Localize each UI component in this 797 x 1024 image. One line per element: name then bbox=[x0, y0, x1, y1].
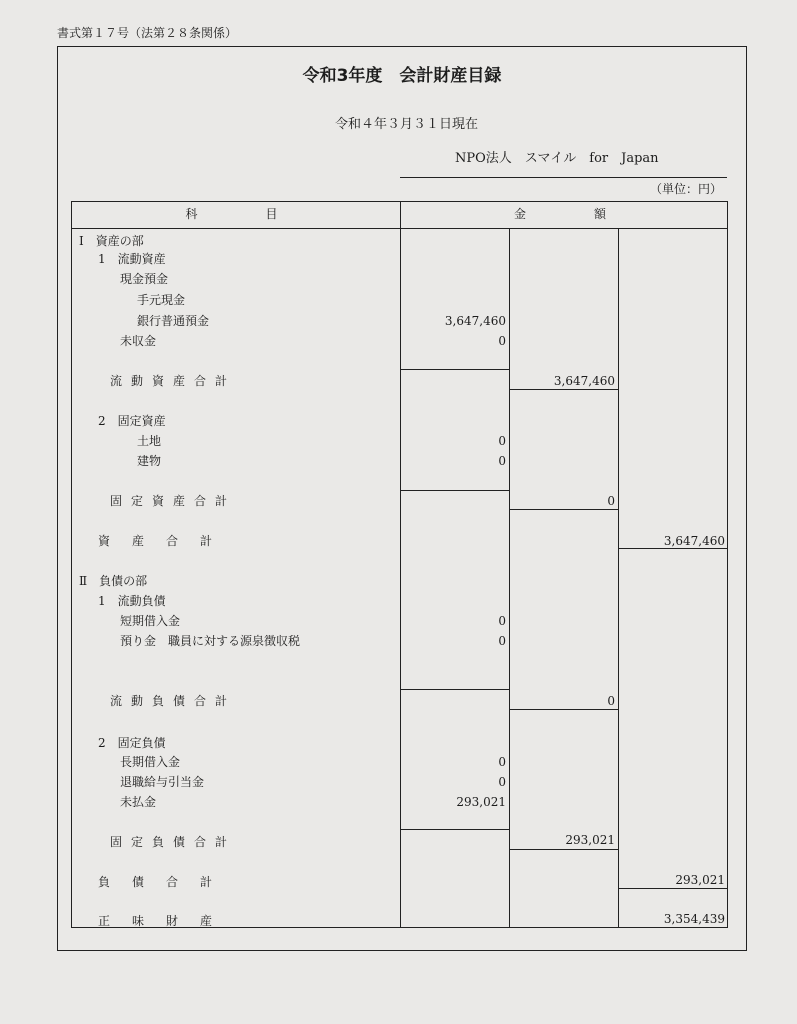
fixed-liabilities-total-label: 固定負債合計 bbox=[110, 835, 237, 849]
liabilities-total-value: 293,021 bbox=[675, 873, 725, 887]
long-loan-value: 0 bbox=[498, 755, 506, 769]
form-number: 書式第１７号（法第２８条関係） bbox=[57, 26, 238, 40]
rule-col1-b bbox=[400, 490, 509, 491]
land-value: 0 bbox=[498, 434, 506, 448]
rule-col3-a bbox=[618, 548, 728, 549]
liabilities-total-label: 負債合計 bbox=[98, 875, 235, 889]
building-value: 0 bbox=[498, 454, 506, 468]
fixed-liabilities-total-value: 293,021 bbox=[565, 833, 615, 847]
assets-total-label: 資産合計 bbox=[98, 534, 235, 548]
current-liabilities-label: 1 流動負債 bbox=[98, 594, 166, 608]
header-kingaku: 金 額 bbox=[513, 207, 614, 221]
receivable-label: 未収金 bbox=[120, 334, 157, 348]
current-assets-total-value: 3,647,460 bbox=[553, 374, 615, 388]
fixed-assets-total-label: 固定資産合計 bbox=[110, 494, 237, 508]
rule-col1-d bbox=[400, 829, 509, 830]
current-assets-total-label: 流動資産合計 bbox=[110, 374, 237, 388]
fixed-assets-total-value: 0 bbox=[607, 494, 615, 508]
current-assets-label: 1 流動資産 bbox=[98, 252, 166, 266]
short-loan-value: 0 bbox=[498, 614, 506, 628]
divider-kamoku bbox=[400, 201, 401, 928]
rule-col3-b bbox=[618, 888, 728, 889]
liabilities-section-label: Ⅱ 負債の部 bbox=[79, 574, 148, 588]
assets-section-label: Ⅰ 資産の部 bbox=[79, 234, 144, 248]
report-date: 令和４年３月３１日現在 bbox=[335, 117, 479, 132]
document-title: 令和3年度 会計財産目録 bbox=[302, 66, 502, 86]
current-liabilities-total-label: 流動負債合計 bbox=[110, 694, 237, 708]
retirement-value: 0 bbox=[498, 775, 506, 789]
land-label: 土地 bbox=[137, 434, 162, 448]
divider-col1 bbox=[509, 228, 510, 928]
rule-col2-b bbox=[509, 509, 618, 510]
building-label: 建物 bbox=[137, 454, 162, 468]
header-kamoku: 科 目 bbox=[185, 207, 286, 221]
organization-name: NPO法人 スマイル for Japan bbox=[455, 151, 659, 166]
unit-label: （単位：円） bbox=[650, 182, 723, 196]
rule-col2-a bbox=[509, 389, 618, 390]
withholding-value: 0 bbox=[498, 634, 506, 648]
fixed-liabilities-label: 2 固定負債 bbox=[98, 736, 166, 750]
cash-on-hand-label: 手元現金 bbox=[137, 293, 186, 307]
net-assets-label: 正味財産 bbox=[98, 914, 235, 928]
retirement-label: 退職給与引当金 bbox=[120, 775, 205, 789]
assets-total-value: 3,647,460 bbox=[663, 534, 725, 548]
withholding-label: 預り金 職員に対する源泉徴収税 bbox=[120, 634, 301, 648]
cash-deposits-label: 現金預金 bbox=[120, 272, 169, 286]
receivable-value: 0 bbox=[498, 334, 506, 348]
fixed-assets-label: 2 固定資産 bbox=[98, 414, 166, 428]
bank-deposit-label: 銀行普通預金 bbox=[137, 314, 210, 328]
org-underline bbox=[400, 177, 727, 178]
unpaid-label: 未払金 bbox=[120, 795, 157, 809]
rule-col2-c bbox=[509, 709, 618, 710]
divider-col2 bbox=[618, 228, 619, 928]
long-loan-label: 長期借入金 bbox=[120, 755, 181, 769]
bank-deposit-value: 3,647,460 bbox=[444, 314, 506, 328]
short-loan-label: 短期借入金 bbox=[120, 614, 181, 628]
current-liabilities-total-value: 0 bbox=[607, 694, 615, 708]
rule-col2-d bbox=[509, 849, 618, 850]
rule-col1-c bbox=[400, 689, 509, 690]
net-assets-value: 3,354,439 bbox=[663, 912, 725, 926]
unpaid-value: 293,021 bbox=[456, 795, 506, 809]
rule-col1-a bbox=[400, 369, 509, 370]
